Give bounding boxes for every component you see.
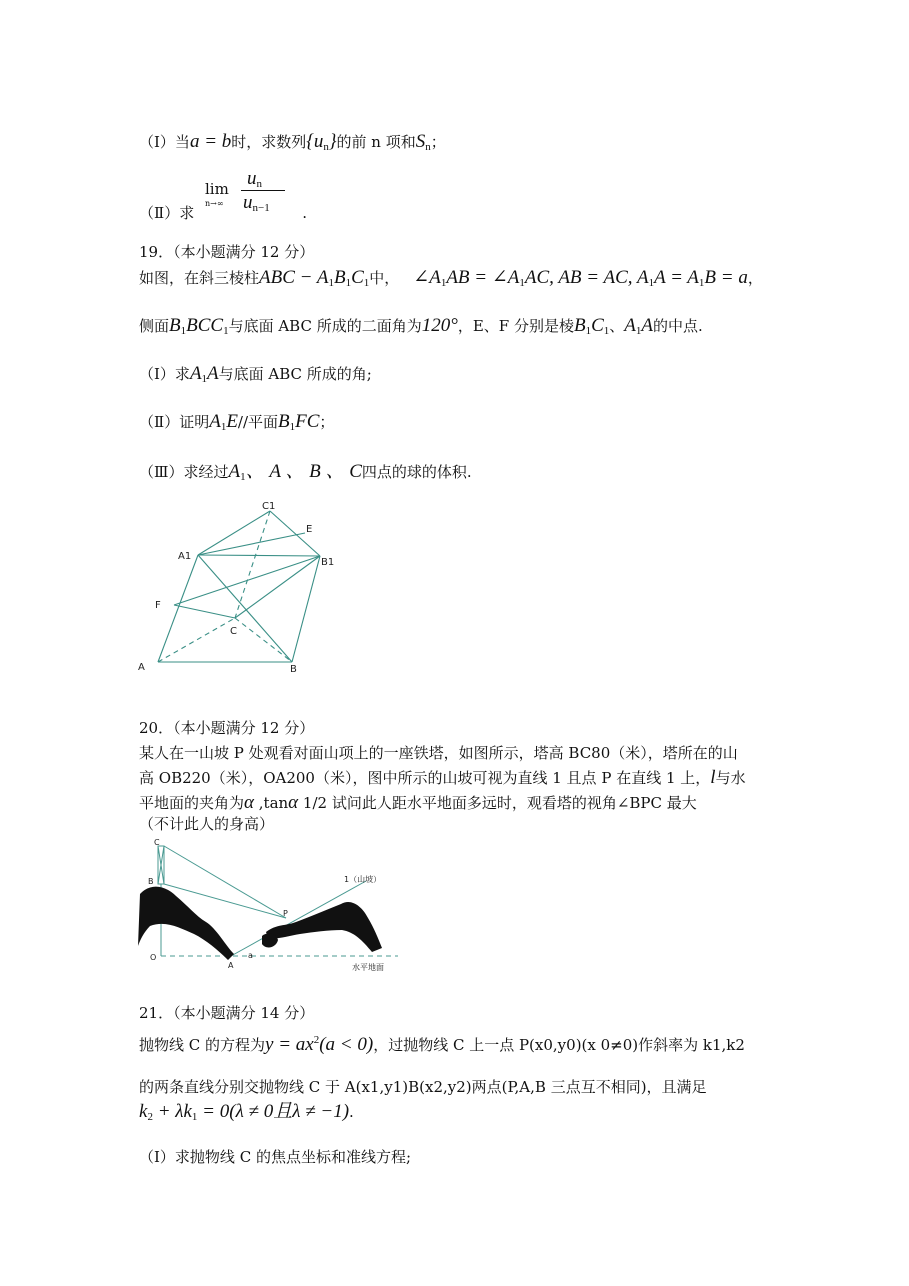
left-mountain (138, 887, 234, 960)
label-b: B (148, 877, 154, 886)
q18-part2: （Ⅱ）求 . (139, 204, 307, 222)
edge-c1-c (235, 511, 270, 618)
edge-b1-b (292, 556, 320, 662)
q20-text3: 平地面的夹角为α ,tanα 1/2 试问此人距水平地面多远时，观看塔的视角∠BPC 最大 (139, 792, 697, 813)
limit-expression: lim n→∞ $u_n$ $u_{n-1}$ (205, 172, 295, 222)
label-a: A (138, 662, 145, 673)
label-a1: A1 (178, 551, 192, 562)
math-prism: ABC − $A_1B_1C_1$ (259, 267, 370, 289)
edge-c-b (235, 618, 292, 662)
q20-text1: 某人在一山坡 P 处观看对面山项上的一座铁塔，如图所示，塔高 BC80（米），塔所在的山 (139, 744, 738, 762)
math-face: $B_1BCC_1$ (169, 315, 229, 337)
label-c1: C1 (262, 501, 276, 512)
math-sequence: $\{u_n\}$ (306, 131, 337, 153)
label-f: F (155, 600, 161, 611)
q20-text4: （不计此人的身高） (139, 815, 275, 833)
math-condition: $k_2 + \lambda k_1 = 0(\lambda \ne 0$且λ ≠ −1) (139, 1101, 350, 1123)
fraction-bar (241, 190, 285, 191)
math-conditions: $\angle A_1AB$ = $\angle A_1AC$, AB = AC, $A_1A = A_1B = a$ (413, 267, 748, 289)
label-o: O (150, 953, 157, 962)
label-b1: B1 (321, 557, 335, 568)
edge-a-c (158, 618, 235, 662)
q21-part1: （Ⅰ）求抛物线 C 的焦点坐标和准线方程; (139, 1148, 411, 1166)
label-alpha: a (248, 951, 253, 960)
math-angle: 120° (421, 315, 458, 336)
q19-header: 19．（本小题满分 12 分） (139, 243, 315, 261)
q18-part1: （Ⅰ）当a = b时，求数列$\{u_n\}$的前 n 项和$S_n$； (139, 131, 446, 153)
q19-line2: 侧面$B_1BCC_1$与底面 ABC 所成的二面角为120°，E、F 分别是棱$B_1C_1$、$A_1A$的中点. (139, 315, 703, 337)
label-ground: 水平地面 (352, 963, 384, 972)
q21-line3: $k_2 + \lambda k_1 = 0(\lambda \ne 0$且λ ≠ −1). (139, 1101, 354, 1123)
edge-f-c (174, 605, 235, 618)
edge-a1-b (198, 555, 292, 662)
q21-line2: 的两条直线分别交抛物线 C 于 A(x1,y1)B(x2,y2)两点(P,A,B 三点互不相同)，且满足 (139, 1078, 707, 1096)
edge-c1-b1 (270, 511, 320, 556)
label-e: E (306, 524, 313, 535)
edge-a1-c1 (198, 511, 270, 555)
fraction-denominator: $u_{n-1}$ (243, 192, 270, 214)
prism-figure (130, 498, 340, 678)
q19-part2: （Ⅱ）证明$A_1E//$平面$B_1FC$； (139, 411, 335, 433)
label-slope: 1（山坡） (344, 875, 382, 884)
label-c: C (154, 838, 160, 847)
fraction-numerator: $u_n$ (247, 168, 262, 190)
label-c: C (230, 626, 237, 637)
math-sn: $S_n$ (415, 131, 431, 153)
q19-part3: （Ⅲ）求经过$A_1$、 A 、 B 、 C四点的球的体积. (139, 461, 472, 483)
mountain-figure (136, 836, 408, 978)
label-p: P (283, 909, 288, 918)
edge-b1-c (235, 556, 320, 618)
math-parabola: $y = ax^2(a < 0)$ (265, 1034, 374, 1055)
q19-line1: 如图，在斜三棱柱ABC − $A_1B_1C_1$中， $\angle A_1AB$ = $\angle A_1AC$, AB = AC, $A_1A = A_1B = a$， (139, 267, 763, 289)
edge-a1-b1 (198, 555, 320, 556)
label-b: B (290, 664, 297, 675)
q20-text2: 高 OB220（米），OA200（米），图中所示的山坡可视为直线 1 且点 P 在直线 1 上，l与水 (139, 767, 746, 788)
math-a-eq-b: a = b (189, 131, 232, 152)
q21-line1: 抛物线 C 的方程为$y = ax^2(a < 0)$，过抛物线 C 上一点 P(x0,y0)(x 0≠0)作斜率为 k1,k2 (139, 1034, 745, 1055)
label-a: A (228, 961, 234, 970)
q21-header: 21．（本小题满分 14 分） (139, 1004, 315, 1022)
q19-part1: （Ⅰ）求$A_1A$与底面 ABC 所成的角; (139, 363, 372, 385)
q20-header: 20．（本小题满分 12 分） (139, 719, 315, 737)
edge-a1-e (198, 533, 305, 555)
